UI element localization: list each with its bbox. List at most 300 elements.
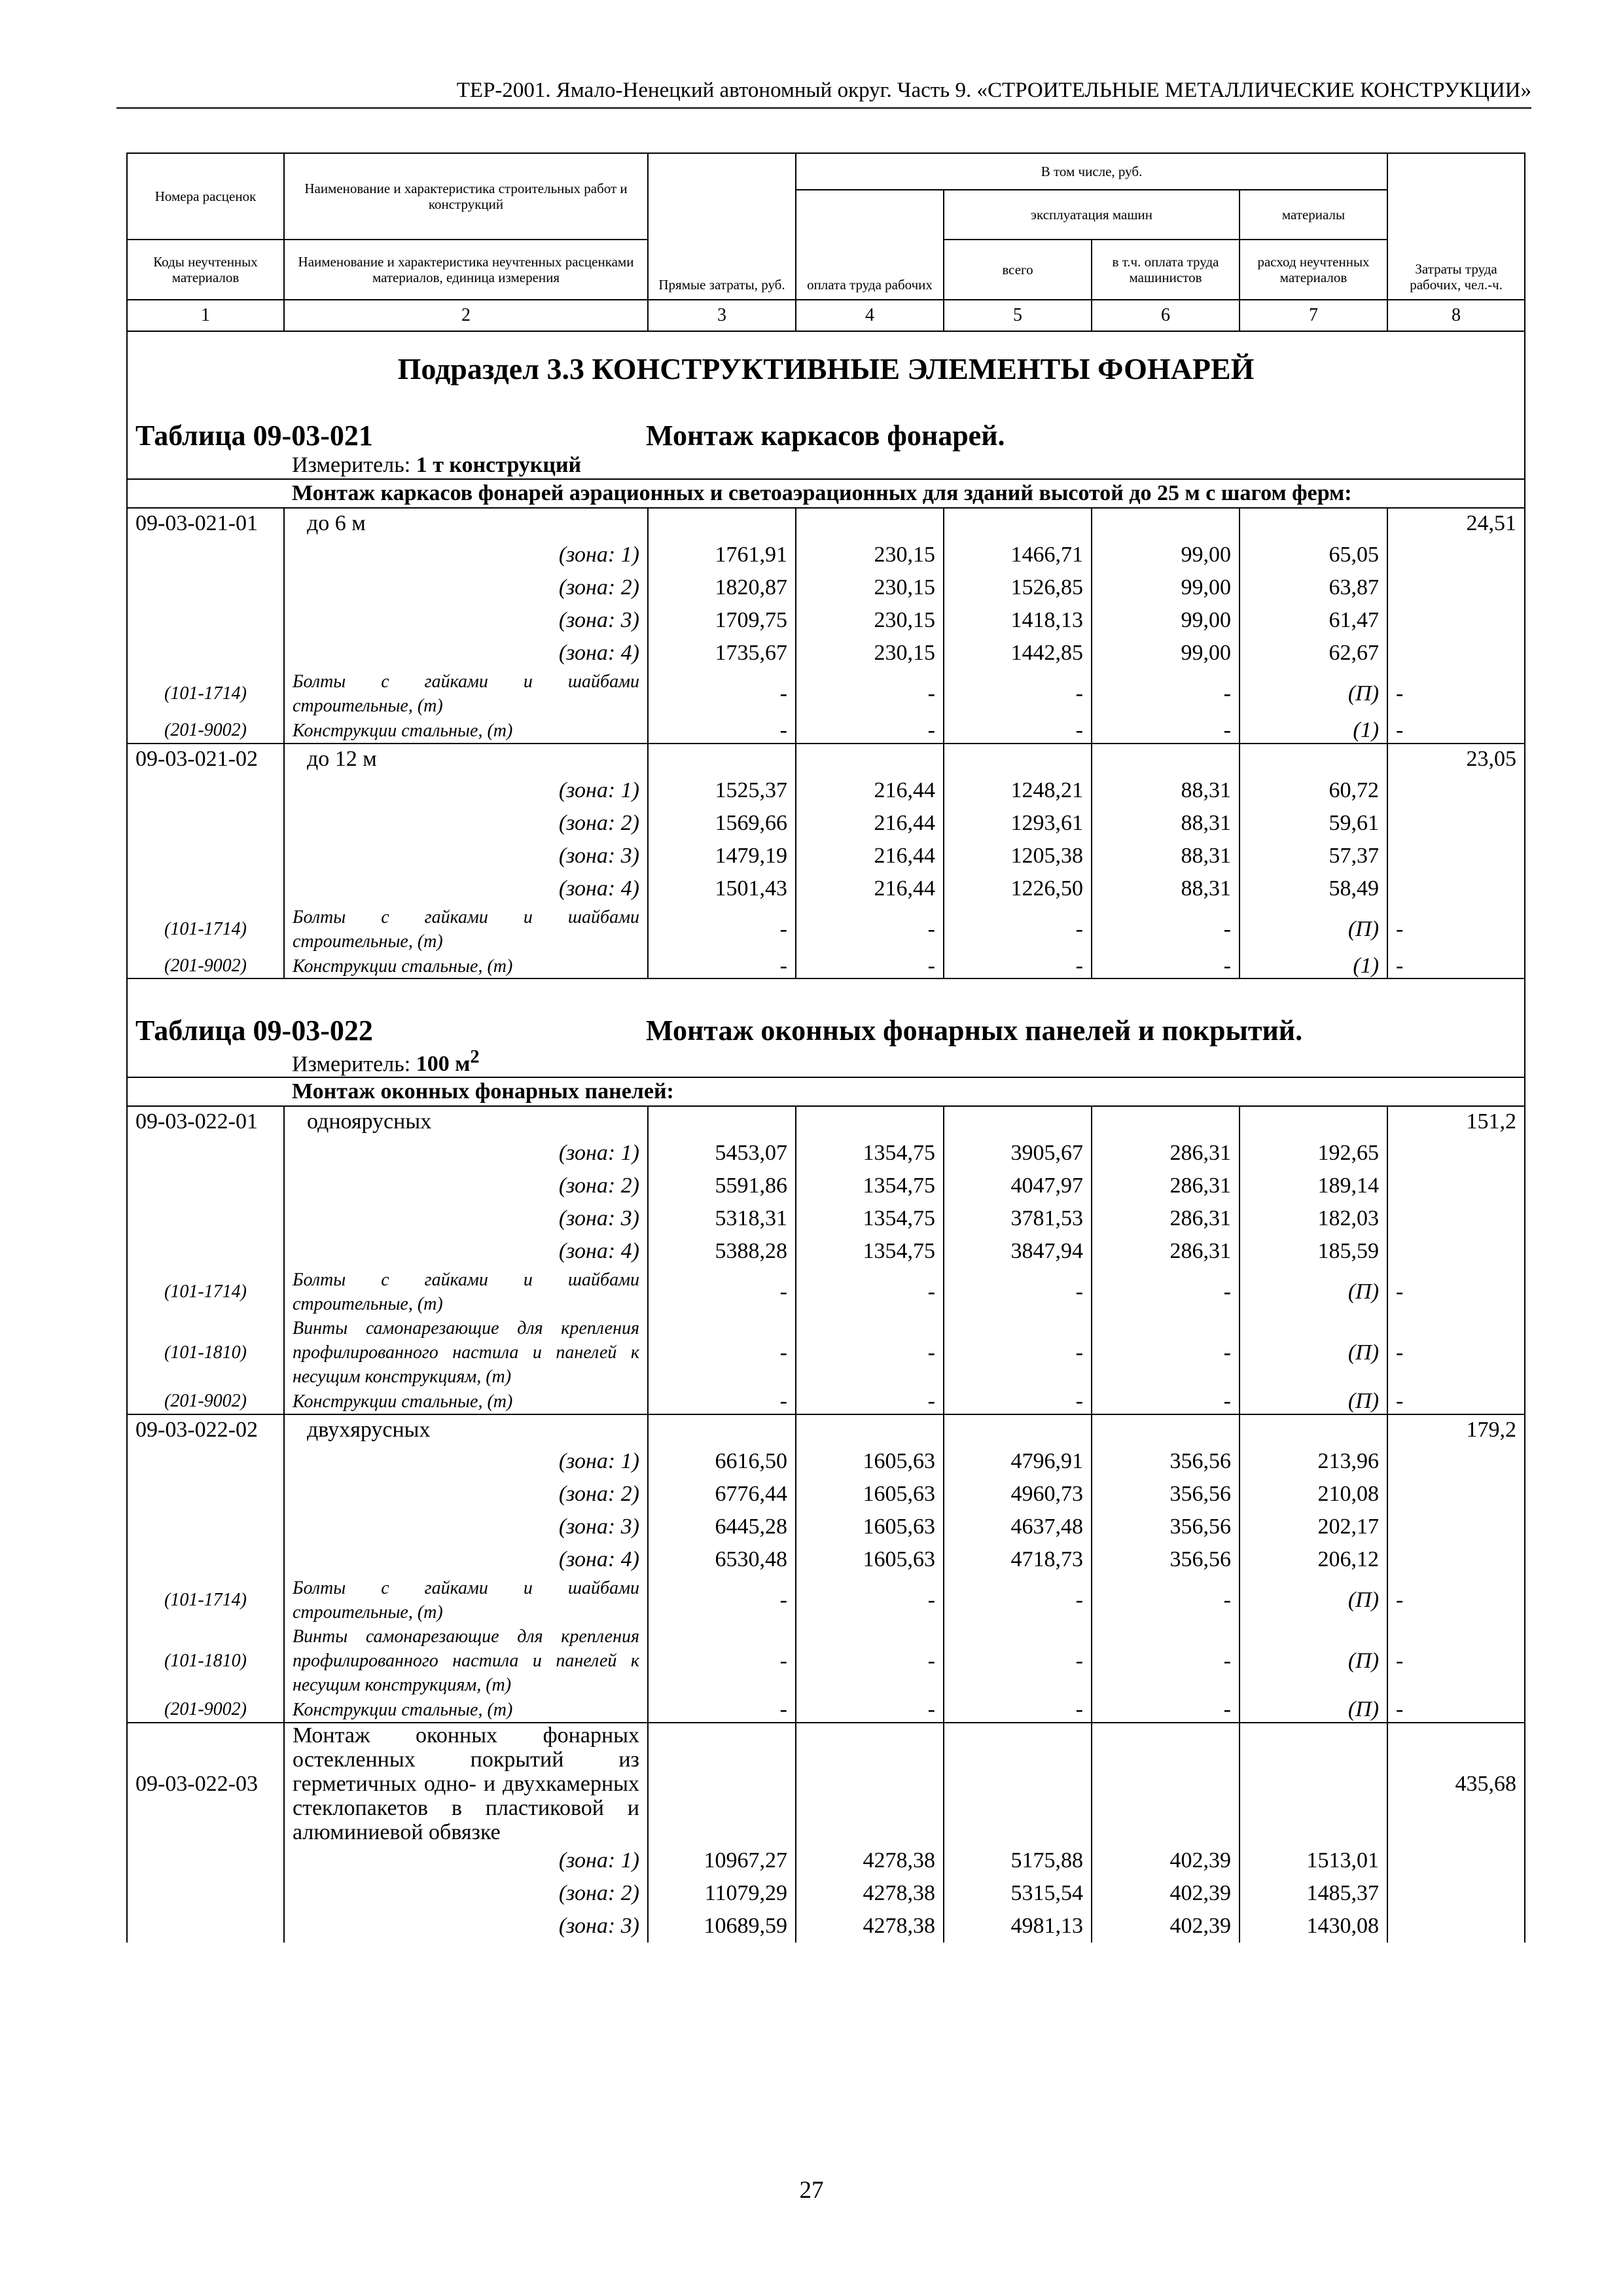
- dash-value: -: [1387, 905, 1525, 954]
- operator-wage: 402,39: [1092, 1877, 1240, 1910]
- empty-cell: [648, 744, 796, 774]
- empty-cell: [127, 604, 284, 637]
- empty-cell: [1092, 1106, 1240, 1137]
- empty-cell: [796, 508, 944, 539]
- zone-row: [127, 774, 1525, 807]
- operator-wage: 356,56: [1092, 1511, 1240, 1543]
- empty-cell: [648, 1414, 796, 1445]
- empty-cell: [1092, 744, 1240, 774]
- resource-code: (101-1810): [127, 1316, 284, 1389]
- zone-label: (зона: 4): [284, 637, 648, 670]
- worker-wage: 230,15: [796, 637, 944, 670]
- empty-cell: [1240, 508, 1387, 539]
- dash-value: -: [796, 1576, 944, 1624]
- col3-header: Прямые затраты, руб.: [648, 153, 796, 300]
- empty-cell: [127, 1511, 284, 1543]
- direct-cost: 10967,27: [648, 1844, 796, 1877]
- resource-row: [127, 1576, 1525, 1624]
- dash-value: -: [1387, 718, 1525, 744]
- empty-cell: [1387, 571, 1525, 604]
- empty-cell: [1387, 807, 1525, 840]
- resource-row: [127, 954, 1525, 978]
- resource-flag: (П): [1240, 1697, 1387, 1723]
- operator-wage: 88,31: [1092, 807, 1240, 840]
- rate-name: двухярусных: [284, 1414, 648, 1445]
- dash-value: -: [648, 954, 796, 978]
- zone-row: [127, 1137, 1525, 1170]
- operator-wage: 402,39: [1092, 1910, 1240, 1943]
- dash-value: -: [1092, 1389, 1240, 1414]
- zone-label: (зона: 2): [284, 1478, 648, 1511]
- operator-wage: 99,00: [1092, 539, 1240, 571]
- zone-label: (зона: 4): [284, 1543, 648, 1576]
- resource-flag: (П): [1240, 905, 1387, 954]
- materials-header: материалы: [1240, 190, 1387, 240]
- operator-wage: 356,56: [1092, 1543, 1240, 1576]
- resource-row: [127, 1316, 1525, 1389]
- rates-table: [126, 152, 1525, 1943]
- resource-name: Болты с гайками и шайбами строительные, (т): [284, 1576, 648, 1624]
- direct-cost: 1501,43: [648, 872, 796, 905]
- resource-name: Болты с гайками и шайбами строительные, (т): [284, 670, 648, 718]
- meter-label: Измеритель:: [292, 1052, 411, 1077]
- dash-value: -: [1387, 1576, 1525, 1624]
- worker-wage: 1354,75: [796, 1202, 944, 1235]
- dash-value: -: [648, 1697, 796, 1723]
- worker-wage: 216,44: [796, 807, 944, 840]
- zone-row: [127, 1511, 1525, 1543]
- empty-cell: [127, 571, 284, 604]
- resource-name: Конструкции стальные, (т): [284, 1389, 648, 1414]
- dash-value: -: [944, 1268, 1092, 1316]
- table-name: Монтаж каркасов фонарей.: [646, 420, 1005, 452]
- column-number: 4: [796, 300, 944, 331]
- operator-wage: 402,39: [1092, 1844, 1240, 1877]
- worker-wage: 230,15: [796, 539, 944, 571]
- empty-cell: [127, 872, 284, 905]
- col2-header-b: Наименование и характеристика неучтенных расценками материалов, единица измерения: [284, 240, 648, 300]
- machine-cost: 5315,54: [944, 1877, 1092, 1910]
- operator-wage: 356,56: [1092, 1478, 1240, 1511]
- resource-code: (101-1714): [127, 905, 284, 954]
- zone-row: [127, 1202, 1525, 1235]
- empty-cell: [127, 1137, 284, 1170]
- dash-value: -: [796, 1697, 944, 1723]
- dash-value: -: [796, 1624, 944, 1697]
- dash-value: -: [648, 1389, 796, 1414]
- zone-label: (зона: 4): [284, 872, 648, 905]
- rate-code: 09-03-022-03: [127, 1723, 284, 1844]
- resource-flag: (П): [1240, 670, 1387, 718]
- material-cost: 210,08: [1240, 1478, 1387, 1511]
- direct-cost: 1820,87: [648, 571, 796, 604]
- zone-row: [127, 1235, 1525, 1268]
- worker-wage: 4278,38: [796, 1877, 944, 1910]
- worker-wage: 1605,63: [796, 1511, 944, 1543]
- machine-cost: 4960,73: [944, 1478, 1092, 1511]
- zone-row: [127, 1877, 1525, 1910]
- zone-label: (зона: 2): [284, 1877, 648, 1910]
- column-number: 2: [284, 300, 648, 331]
- dash-value: -: [796, 670, 944, 718]
- resource-code: (201-9002): [127, 718, 284, 744]
- empty-cell: [127, 637, 284, 670]
- rate-row: [127, 1106, 1525, 1137]
- machine-cost: 1293,61: [944, 807, 1092, 840]
- dash-value: -: [1092, 1697, 1240, 1723]
- direct-cost: 11079,29: [648, 1877, 796, 1910]
- table-name: Монтаж оконных фонарных панелей и покрытий.: [646, 1014, 1303, 1047]
- zone-row: [127, 1844, 1525, 1877]
- dash-value: -: [1092, 1268, 1240, 1316]
- col4-header: оплата труда рабочих: [796, 190, 944, 300]
- rate-row: [127, 1414, 1525, 1445]
- operator-wage: 286,31: [1092, 1202, 1240, 1235]
- empty-cell: [1240, 1723, 1387, 1844]
- machine-cost: 1226,50: [944, 872, 1092, 905]
- col1-header-b: Коды неучтенных материалов: [127, 240, 284, 300]
- empty-cell: [648, 1106, 796, 1137]
- rate-row: [127, 508, 1525, 539]
- worker-wage: 4278,38: [796, 1844, 944, 1877]
- zone-label: (зона: 4): [284, 1235, 648, 1268]
- direct-cost: 5318,31: [648, 1202, 796, 1235]
- dash-value: -: [1387, 1316, 1525, 1389]
- zone-label: (зона: 1): [284, 539, 648, 571]
- subsection-title: Подраздел 3.3 КОНСТРУКТИВНЫЕ ЭЛЕМЕНТЫ ФОНАРЕЙ: [127, 331, 1525, 388]
- material-cost: 1430,08: [1240, 1910, 1387, 1943]
- empty-cell: [796, 1723, 944, 1844]
- direct-cost: 1761,91: [648, 539, 796, 571]
- direct-cost: 1735,67: [648, 637, 796, 670]
- material-cost: 202,17: [1240, 1511, 1387, 1543]
- zone-label: (зона: 3): [284, 1202, 648, 1235]
- page-number: 27: [799, 2177, 824, 2204]
- rate-name: до 12 м: [284, 744, 648, 774]
- group-title: Монтаж каркасов фонарей аэрационных и светоаэрационных для зданий высотой до 25 м с шагом ферм:: [284, 479, 1525, 508]
- rate-code: 09-03-022-01: [127, 1106, 284, 1137]
- dash-value: -: [944, 905, 1092, 954]
- resource-name: Конструкции стальные, (т): [284, 718, 648, 744]
- empty-cell: [944, 508, 1092, 539]
- col5-header: всего: [944, 240, 1092, 300]
- dash-value: -: [1387, 1268, 1525, 1316]
- zone-row: [127, 1478, 1525, 1511]
- operator-wage: 356,56: [1092, 1445, 1240, 1478]
- group-title: Монтаж оконных фонарных панелей:: [284, 1077, 1525, 1106]
- material-cost: 57,37: [1240, 840, 1387, 872]
- empty-cell: [1387, 840, 1525, 872]
- operator-wage: 286,31: [1092, 1235, 1240, 1268]
- material-cost: 185,59: [1240, 1235, 1387, 1268]
- empty-cell: [127, 1910, 284, 1943]
- resource-row: [127, 1268, 1525, 1316]
- material-cost: 60,72: [1240, 774, 1387, 807]
- operator-wage: 99,00: [1092, 604, 1240, 637]
- resource-flag: (П): [1240, 1316, 1387, 1389]
- worker-wage: 216,44: [796, 840, 944, 872]
- empty-cell: [1240, 1414, 1387, 1445]
- empty-cell: [1387, 1170, 1525, 1202]
- running-header: ТЕР-2001. Ямало-Ненецкий автономный округ. Часть 9. «СТРОИТЕЛЬНЫЕ МЕТАЛЛИЧЕСКИЕ КОНСТРУКЦИИ»: [116, 73, 1531, 109]
- empty-cell: [127, 1844, 284, 1877]
- direct-cost: 6530,48: [648, 1543, 796, 1576]
- empty-cell: [1387, 1910, 1525, 1943]
- resource-code: (201-9002): [127, 1697, 284, 1723]
- machine-cost: 4047,97: [944, 1170, 1092, 1202]
- dash-value: -: [796, 1389, 944, 1414]
- zone-row: [127, 840, 1525, 872]
- labor-cost: 151,2: [1387, 1106, 1525, 1137]
- operator-wage: 88,31: [1092, 840, 1240, 872]
- direct-cost: 10689,59: [648, 1910, 796, 1943]
- empty-cell: [1387, 539, 1525, 571]
- direct-cost: 6445,28: [648, 1511, 796, 1543]
- machine-cost: 4637,48: [944, 1511, 1092, 1543]
- zone-label: (зона: 1): [284, 1844, 648, 1877]
- col1-header-a: Номера расценок: [127, 153, 284, 240]
- empty-cell: [1092, 1723, 1240, 1844]
- zone-label: (зона: 1): [284, 774, 648, 807]
- machine-cost: 1418,13: [944, 604, 1092, 637]
- dash-value: -: [944, 1576, 1092, 1624]
- empty-cell: [648, 508, 796, 539]
- direct-cost: 6616,50: [648, 1445, 796, 1478]
- dash-value: -: [1092, 670, 1240, 718]
- dash-value: -: [796, 954, 944, 978]
- machine-cost: 4796,91: [944, 1445, 1092, 1478]
- column-number: 8: [1387, 300, 1525, 331]
- meter-line: [284, 452, 1525, 479]
- zone-row: [127, 539, 1525, 571]
- rate-code: 09-03-021-02: [127, 744, 284, 774]
- dash-value: -: [944, 1624, 1092, 1697]
- machine-cost: 3905,67: [944, 1137, 1092, 1170]
- zone-label: (зона: 2): [284, 571, 648, 604]
- empty-cell: [1387, 1511, 1525, 1543]
- direct-cost: 5388,28: [648, 1235, 796, 1268]
- dash-value: -: [944, 718, 1092, 744]
- labor-cost: 435,68: [1387, 1723, 1525, 1844]
- resource-code: (101-1714): [127, 1576, 284, 1624]
- resource-name: Конструкции стальные, (т): [284, 1697, 648, 1723]
- empty-cell: [127, 1202, 284, 1235]
- empty-cell: [127, 1478, 284, 1511]
- operator-wage: 99,00: [1092, 571, 1240, 604]
- zone-row: [127, 604, 1525, 637]
- worker-wage: 1354,75: [796, 1235, 944, 1268]
- dash-value: -: [1092, 905, 1240, 954]
- worker-wage: 216,44: [796, 774, 944, 807]
- empty-cell: [1387, 637, 1525, 670]
- rate-code: 09-03-021-01: [127, 508, 284, 539]
- zone-label: (зона: 3): [284, 1511, 648, 1543]
- worker-wage: 1605,63: [796, 1445, 944, 1478]
- zone-label: (зона: 2): [284, 807, 648, 840]
- column-number: 7: [1240, 300, 1387, 331]
- zone-label: (зона: 3): [284, 604, 648, 637]
- column-number: 5: [944, 300, 1092, 331]
- empty-cell: [127, 1445, 284, 1478]
- resource-flag: (П): [1240, 1389, 1387, 1414]
- rate-name: до 6 м: [284, 508, 648, 539]
- empty-cell: [796, 1106, 944, 1137]
- dash-value: -: [1092, 1576, 1240, 1624]
- empty-cell: [127, 840, 284, 872]
- resource-code: (101-1714): [127, 1268, 284, 1316]
- dash-value: -: [648, 1268, 796, 1316]
- col6-header: в т.ч. оплата труда машинистов: [1092, 240, 1240, 300]
- dash-value: -: [1387, 1697, 1525, 1723]
- meter-value: 1 т конструкций: [416, 453, 582, 477]
- resource-row: [127, 718, 1525, 744]
- resource-row: [127, 1389, 1525, 1414]
- meter-line: [284, 1047, 1525, 1077]
- col8-header: Затраты труда рабочих, чел.-ч.: [1387, 153, 1525, 300]
- empty-cell: [1387, 1445, 1525, 1478]
- material-cost: 65,05: [1240, 539, 1387, 571]
- operator-wage: 88,31: [1092, 872, 1240, 905]
- empty-cell: [944, 1414, 1092, 1445]
- material-cost: 59,61: [1240, 807, 1387, 840]
- resource-code: (101-1714): [127, 670, 284, 718]
- empty-cell: [1387, 774, 1525, 807]
- empty-cell: [1387, 1235, 1525, 1268]
- meter-label: Измеритель:: [292, 453, 411, 477]
- operator-wage: 286,31: [1092, 1137, 1240, 1170]
- column-numbers-row: [127, 300, 1525, 331]
- worker-wage: 1354,75: [796, 1170, 944, 1202]
- machine-cost: 3781,53: [944, 1202, 1092, 1235]
- operator-wage: 99,00: [1092, 637, 1240, 670]
- resource-row: [127, 905, 1525, 954]
- operator-wage: 88,31: [1092, 774, 1240, 807]
- dash-value: -: [648, 1624, 796, 1697]
- zone-row: [127, 571, 1525, 604]
- incl-header: В том числе, руб.: [796, 153, 1387, 190]
- machine-cost: 1205,38: [944, 840, 1092, 872]
- empty-cell: [944, 1106, 1092, 1137]
- dash-value: -: [648, 1576, 796, 1624]
- zone-row: [127, 1170, 1525, 1202]
- worker-wage: 1605,63: [796, 1478, 944, 1511]
- column-number: 1: [127, 300, 284, 331]
- column-number: 3: [648, 300, 796, 331]
- dash-value: -: [1387, 1389, 1525, 1414]
- machine-cost: 3847,94: [944, 1235, 1092, 1268]
- zone-row: [127, 1543, 1525, 1576]
- direct-cost: 1709,75: [648, 604, 796, 637]
- empty-cell: [127, 1235, 284, 1268]
- dash-value: -: [796, 718, 944, 744]
- dash-value: -: [1387, 954, 1525, 978]
- material-cost: 189,14: [1240, 1170, 1387, 1202]
- material-cost: 206,12: [1240, 1543, 1387, 1576]
- operator-wage: 286,31: [1092, 1170, 1240, 1202]
- empty-cell: [1092, 1414, 1240, 1445]
- empty-cell: [127, 1170, 284, 1202]
- empty-cell: [1387, 872, 1525, 905]
- empty-cell: [1240, 1106, 1387, 1137]
- resource-flag: (П): [1240, 1576, 1387, 1624]
- dash-value: -: [944, 954, 1092, 978]
- empty-cell: [127, 1543, 284, 1576]
- labor-cost: 23,05: [1387, 744, 1525, 774]
- col2-header-a: Наименование и характеристика строительных работ и конструкций: [284, 153, 648, 240]
- table-title-row: [127, 388, 1525, 452]
- dash-value: -: [648, 1316, 796, 1389]
- machine-cost: 1526,85: [944, 571, 1092, 604]
- zone-label: (зона: 3): [284, 1910, 648, 1943]
- col7-header: расход неучтенных материалов: [1240, 240, 1387, 300]
- dash-value: -: [1092, 1316, 1240, 1389]
- machine-cost: 1442,85: [944, 637, 1092, 670]
- empty-cell: [648, 1723, 796, 1844]
- direct-cost: 5591,86: [648, 1170, 796, 1202]
- machine-cost: 1248,21: [944, 774, 1092, 807]
- zone-row: [127, 1910, 1525, 1943]
- material-cost: 63,87: [1240, 571, 1387, 604]
- material-cost: 213,96: [1240, 1445, 1387, 1478]
- empty-cell: [796, 744, 944, 774]
- dash-value: -: [1387, 1624, 1525, 1697]
- dash-value: -: [648, 905, 796, 954]
- resource-name: Болты с гайками и шайбами строительные, (т): [284, 905, 648, 954]
- resource-flag: (1): [1240, 718, 1387, 744]
- rate-row: [127, 744, 1525, 774]
- dash-value: -: [1092, 718, 1240, 744]
- material-cost: 1513,01: [1240, 1844, 1387, 1877]
- column-number: 6: [1092, 300, 1240, 331]
- direct-cost: 1479,19: [648, 840, 796, 872]
- rate-row: [127, 1723, 1525, 1844]
- empty-cell: [1387, 1202, 1525, 1235]
- dash-value: -: [944, 1389, 1092, 1414]
- resource-flag: (П): [1240, 1268, 1387, 1316]
- empty-cell: [944, 744, 1092, 774]
- empty-cell: [127, 807, 284, 840]
- worker-wage: 1605,63: [796, 1543, 944, 1576]
- machines-header: эксплуатация машин: [944, 190, 1240, 240]
- direct-cost: 1569,66: [648, 807, 796, 840]
- resource-name: Болты с гайками и шайбами строительные, (т): [284, 1268, 648, 1316]
- empty-cell: [127, 1877, 284, 1910]
- worker-wage: 230,15: [796, 571, 944, 604]
- empty-cell: [1387, 604, 1525, 637]
- dash-value: -: [796, 1268, 944, 1316]
- dash-value: -: [648, 670, 796, 718]
- dash-value: -: [1387, 670, 1525, 718]
- resource-row: [127, 1624, 1525, 1697]
- resource-row: [127, 670, 1525, 718]
- material-cost: 182,03: [1240, 1202, 1387, 1235]
- empty-cell: [127, 539, 284, 571]
- table-code: Таблица 09-03-022: [135, 1014, 373, 1047]
- worker-wage: 4278,38: [796, 1910, 944, 1943]
- empty-cell: [944, 1723, 1092, 1844]
- worker-wage: 1354,75: [796, 1137, 944, 1170]
- empty-cell: [1092, 508, 1240, 539]
- table-title-row: [127, 978, 1525, 1047]
- zone-row: [127, 1445, 1525, 1478]
- dash-value: -: [1092, 1624, 1240, 1697]
- zone-label: (зона: 2): [284, 1170, 648, 1202]
- worker-wage: 230,15: [796, 604, 944, 637]
- material-cost: 192,65: [1240, 1137, 1387, 1170]
- dash-value: -: [648, 718, 796, 744]
- zone-label: (зона: 3): [284, 840, 648, 872]
- dash-value: -: [796, 1316, 944, 1389]
